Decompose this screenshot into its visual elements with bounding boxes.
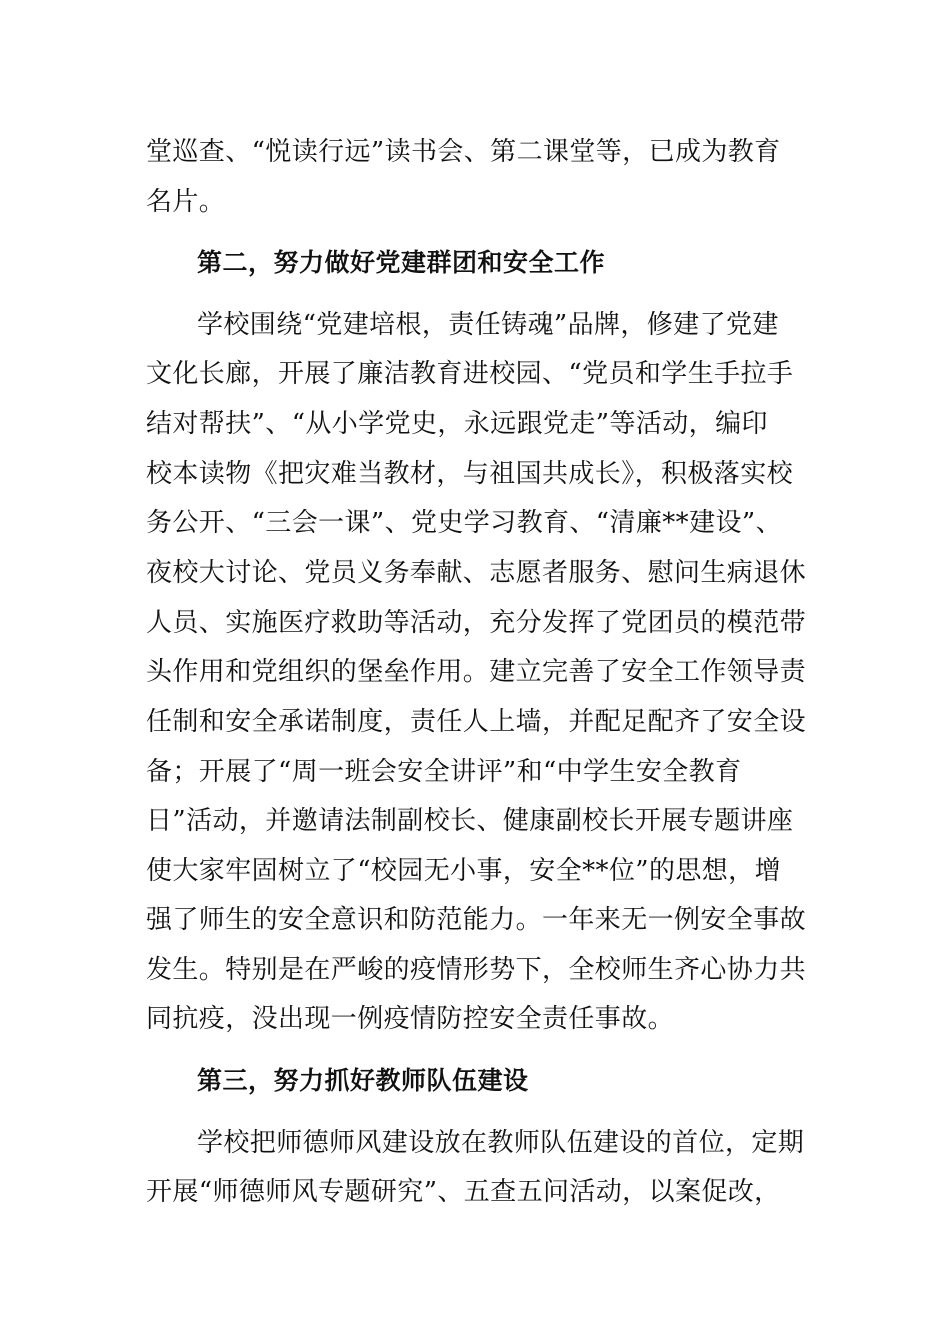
paragraph-line: 文化长廊，开展了廉洁教育进校园、“党员和学生手拉手: [146, 359, 794, 389]
paragraph-line: 使大家牢固树立了“校园无小事，安全**位”的思想，增: [146, 856, 781, 886]
paragraph-line: 发生。特别是在严峻的疫情形势下，全校师生齐心协力共: [146, 955, 807, 985]
paragraph-line: 名片。: [146, 187, 226, 217]
paragraph-line: 开展“师德师风专题研究”、五查五问活动，以案促改，: [146, 1177, 781, 1207]
paragraph-line: 学校把师德师风建设放在教师队伍建设的首位，定期: [197, 1128, 805, 1158]
paragraph-line: 结对帮扶”、“从小学党史，永远跟党走”等活动，编印: [146, 409, 768, 439]
paragraph-line: 强了师生的安全意识和防范能力。一年来无一例安全事故: [146, 905, 807, 935]
paragraph-line: 务公开、“三会一课”、党史学习教育、“清廉**建设”、: [146, 508, 782, 538]
paragraph-line: 夜校大讨论、党员义务奉献、志愿者服务、慰问生病退休: [146, 558, 807, 588]
section-heading-2: 第二，努力做好党建群团和安全工作: [197, 248, 606, 277]
section-heading-3: 第三，努力抓好教师队伍建设: [197, 1066, 529, 1095]
paragraph-line: 备；开展了“周一班会安全讲评”和“中学生安全教育: [146, 757, 742, 787]
paragraph-line: 人员、实施医疗救助等活动，充分发挥了党团员的模范带: [146, 608, 807, 638]
paragraph-line: 日”活动，并邀请法制副校长、健康副校长开展专题讲座: [146, 806, 794, 836]
paragraph-line: 堂巡查、“悦读行远”读书会、第二课堂等，已成为教育: [146, 137, 781, 167]
paragraph-line: 同抗疫，没出现一例疫情防控安全责任事故。: [146, 1004, 675, 1034]
paragraph-line: 学校围绕“党建培根，责任铸魂”品牌，修建了党建: [197, 310, 779, 340]
paragraph-line: 头作用和党组织的堡垒作用。建立完善了安全工作领导责: [146, 657, 807, 687]
paragraph-line: 校本读物《把灾难当教材，与祖国共成长》，积极落实校: [146, 459, 794, 489]
paragraph-line: 任制和安全承诺制度，责任人上墙，并配足配齐了安全设: [146, 707, 807, 737]
